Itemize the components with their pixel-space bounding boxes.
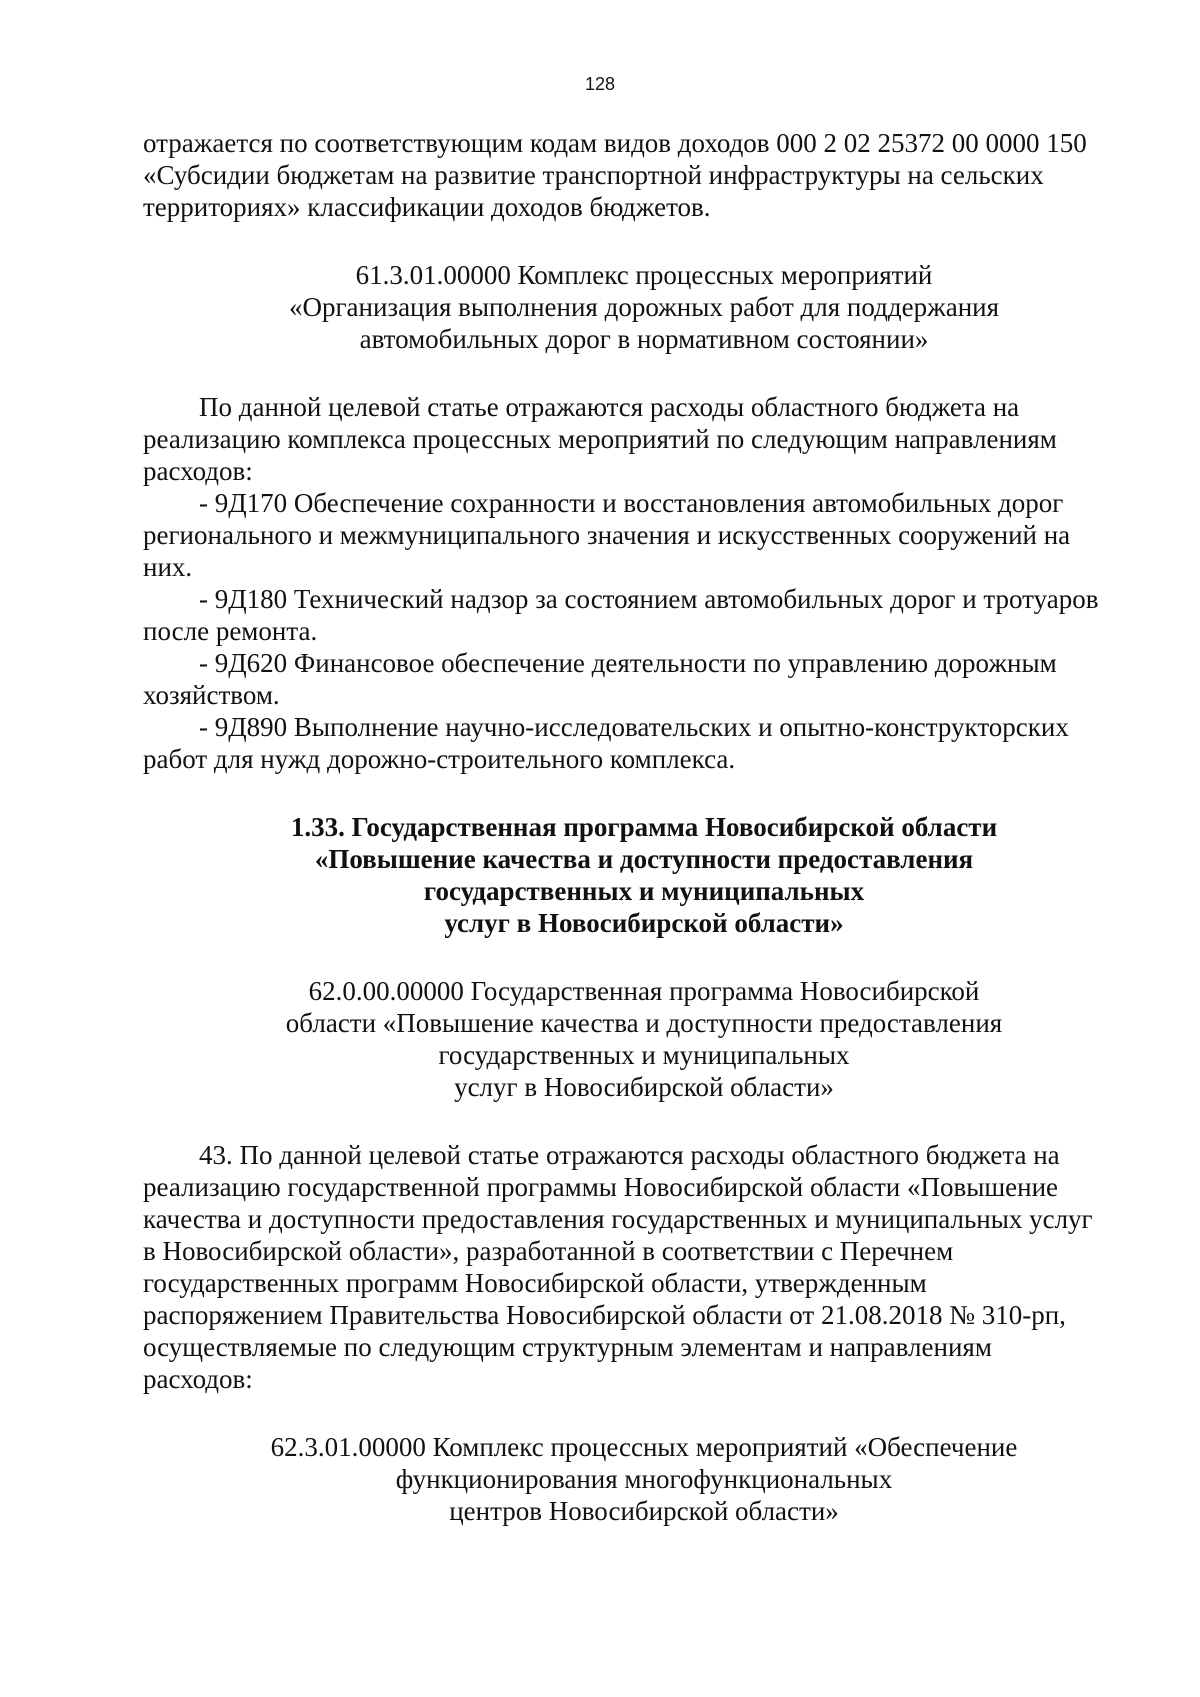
title-line: услуг в Новосибирской области» xyxy=(444,908,844,938)
text-line: реализацию комплекса процессных мероприятий по следующим направлениям xyxy=(143,424,1057,454)
heading-line: услуг в Новосибирской области» xyxy=(454,1072,834,1102)
section-61-heading xyxy=(143,259,1145,355)
text-line: расходов: xyxy=(143,456,253,486)
list-item xyxy=(143,711,1145,775)
text-line: распоряжением Правительства Новосибирской области от 21.08.2018 № 310-рп, xyxy=(143,1300,1066,1330)
page-number: 128 xyxy=(584,74,616,94)
program-heading xyxy=(143,975,1145,1103)
text-line: территориях» классификации доходов бюджетов. xyxy=(143,192,711,222)
title-line: 1.33. Государственная программа Новосибирской области xyxy=(290,812,998,842)
title-line: государственных и муниципальных xyxy=(423,876,865,906)
text-line: отражается по соответствующим кодам видов доходов 000 2 02 25372 00 0000 150 xyxy=(143,128,1087,158)
heading-line: государственных и муниципальных xyxy=(438,1040,850,1070)
text-line: после ремонта. xyxy=(143,616,318,646)
section-62-3-heading xyxy=(143,1431,1145,1527)
text-line: государственных программ Новосибирской области, утвержденным xyxy=(143,1268,927,1298)
list-item xyxy=(143,647,1145,711)
heading-line: 62.3.01.00000 Комплекс процессных мероприятий «Обеспечение xyxy=(270,1432,1018,1462)
text-line: качества и доступности предоставления государственных и муниципальных услуг xyxy=(143,1204,1093,1234)
section-133-title xyxy=(143,811,1145,939)
intro-paragraph xyxy=(143,127,1145,223)
text-line: «Субсидии бюджетам на развитие транспортной инфраструктуры на сельских xyxy=(143,160,1044,190)
section-133-paragraph xyxy=(143,1139,1145,1395)
title-line: «Повышение качества и доступности предоставления xyxy=(314,844,974,874)
heading-line: 61.3.01.00000 Комплекс процессных мероприятий xyxy=(355,260,933,290)
list-item xyxy=(143,583,1145,647)
heading-line: автомобильных дорог в нормативном состоянии» xyxy=(359,324,929,354)
text-line: них. xyxy=(143,552,193,582)
text-line: - 9Д170 Обеспечение сохранности и восстановления автомобильных дорог xyxy=(199,488,1064,518)
heading-line: «Организация выполнения дорожных работ для поддержания xyxy=(288,292,1000,322)
text-line: - 9Д890 Выполнение научно-исследовательских и опытно-конструкторских xyxy=(199,712,1069,742)
section-61-paragraph xyxy=(143,391,1145,487)
expense-direction-list xyxy=(143,487,1145,775)
text-line: реализацию государственной программы Новосибирской области «Повышение xyxy=(143,1172,1059,1202)
list-item xyxy=(143,487,1145,583)
text-line: в Новосибирской области», разработанной в соответствии с Перечнем xyxy=(143,1236,954,1266)
heading-line: области «Повышение качества и доступности предоставления xyxy=(285,1008,1003,1038)
heading-line: функционирования многофункциональных xyxy=(395,1464,893,1494)
heading-line: 62.0.00.00000 Государственная программа Новосибирской xyxy=(308,976,980,1006)
heading-line: центров Новосибирской области» xyxy=(449,1496,839,1526)
page-content xyxy=(143,127,1145,1527)
text-line: регионального и межмуниципального значения и искусственных сооружений на xyxy=(143,520,1071,550)
text-line: работ для нужд дорожно-строительного комплекса. xyxy=(143,744,736,774)
text-line: - 9Д620 Финансовое обеспечение деятельности по управлению дорожным xyxy=(199,648,1057,678)
text-line: хозяйством. xyxy=(143,680,280,710)
text-line: - 9Д180 Технический надзор за состоянием автомобильных дорог и тротуаров xyxy=(199,584,1099,614)
text-line: По данной целевой статье отражаются расходы областного бюджета на xyxy=(199,392,1020,422)
text-line: расходов: xyxy=(143,1364,253,1394)
text-line: осуществляемые по следующим структурным элементам и направлениям xyxy=(143,1332,992,1362)
text-line: 43. По данной целевой статье отражаются расходы областного бюджета на xyxy=(199,1140,1060,1170)
